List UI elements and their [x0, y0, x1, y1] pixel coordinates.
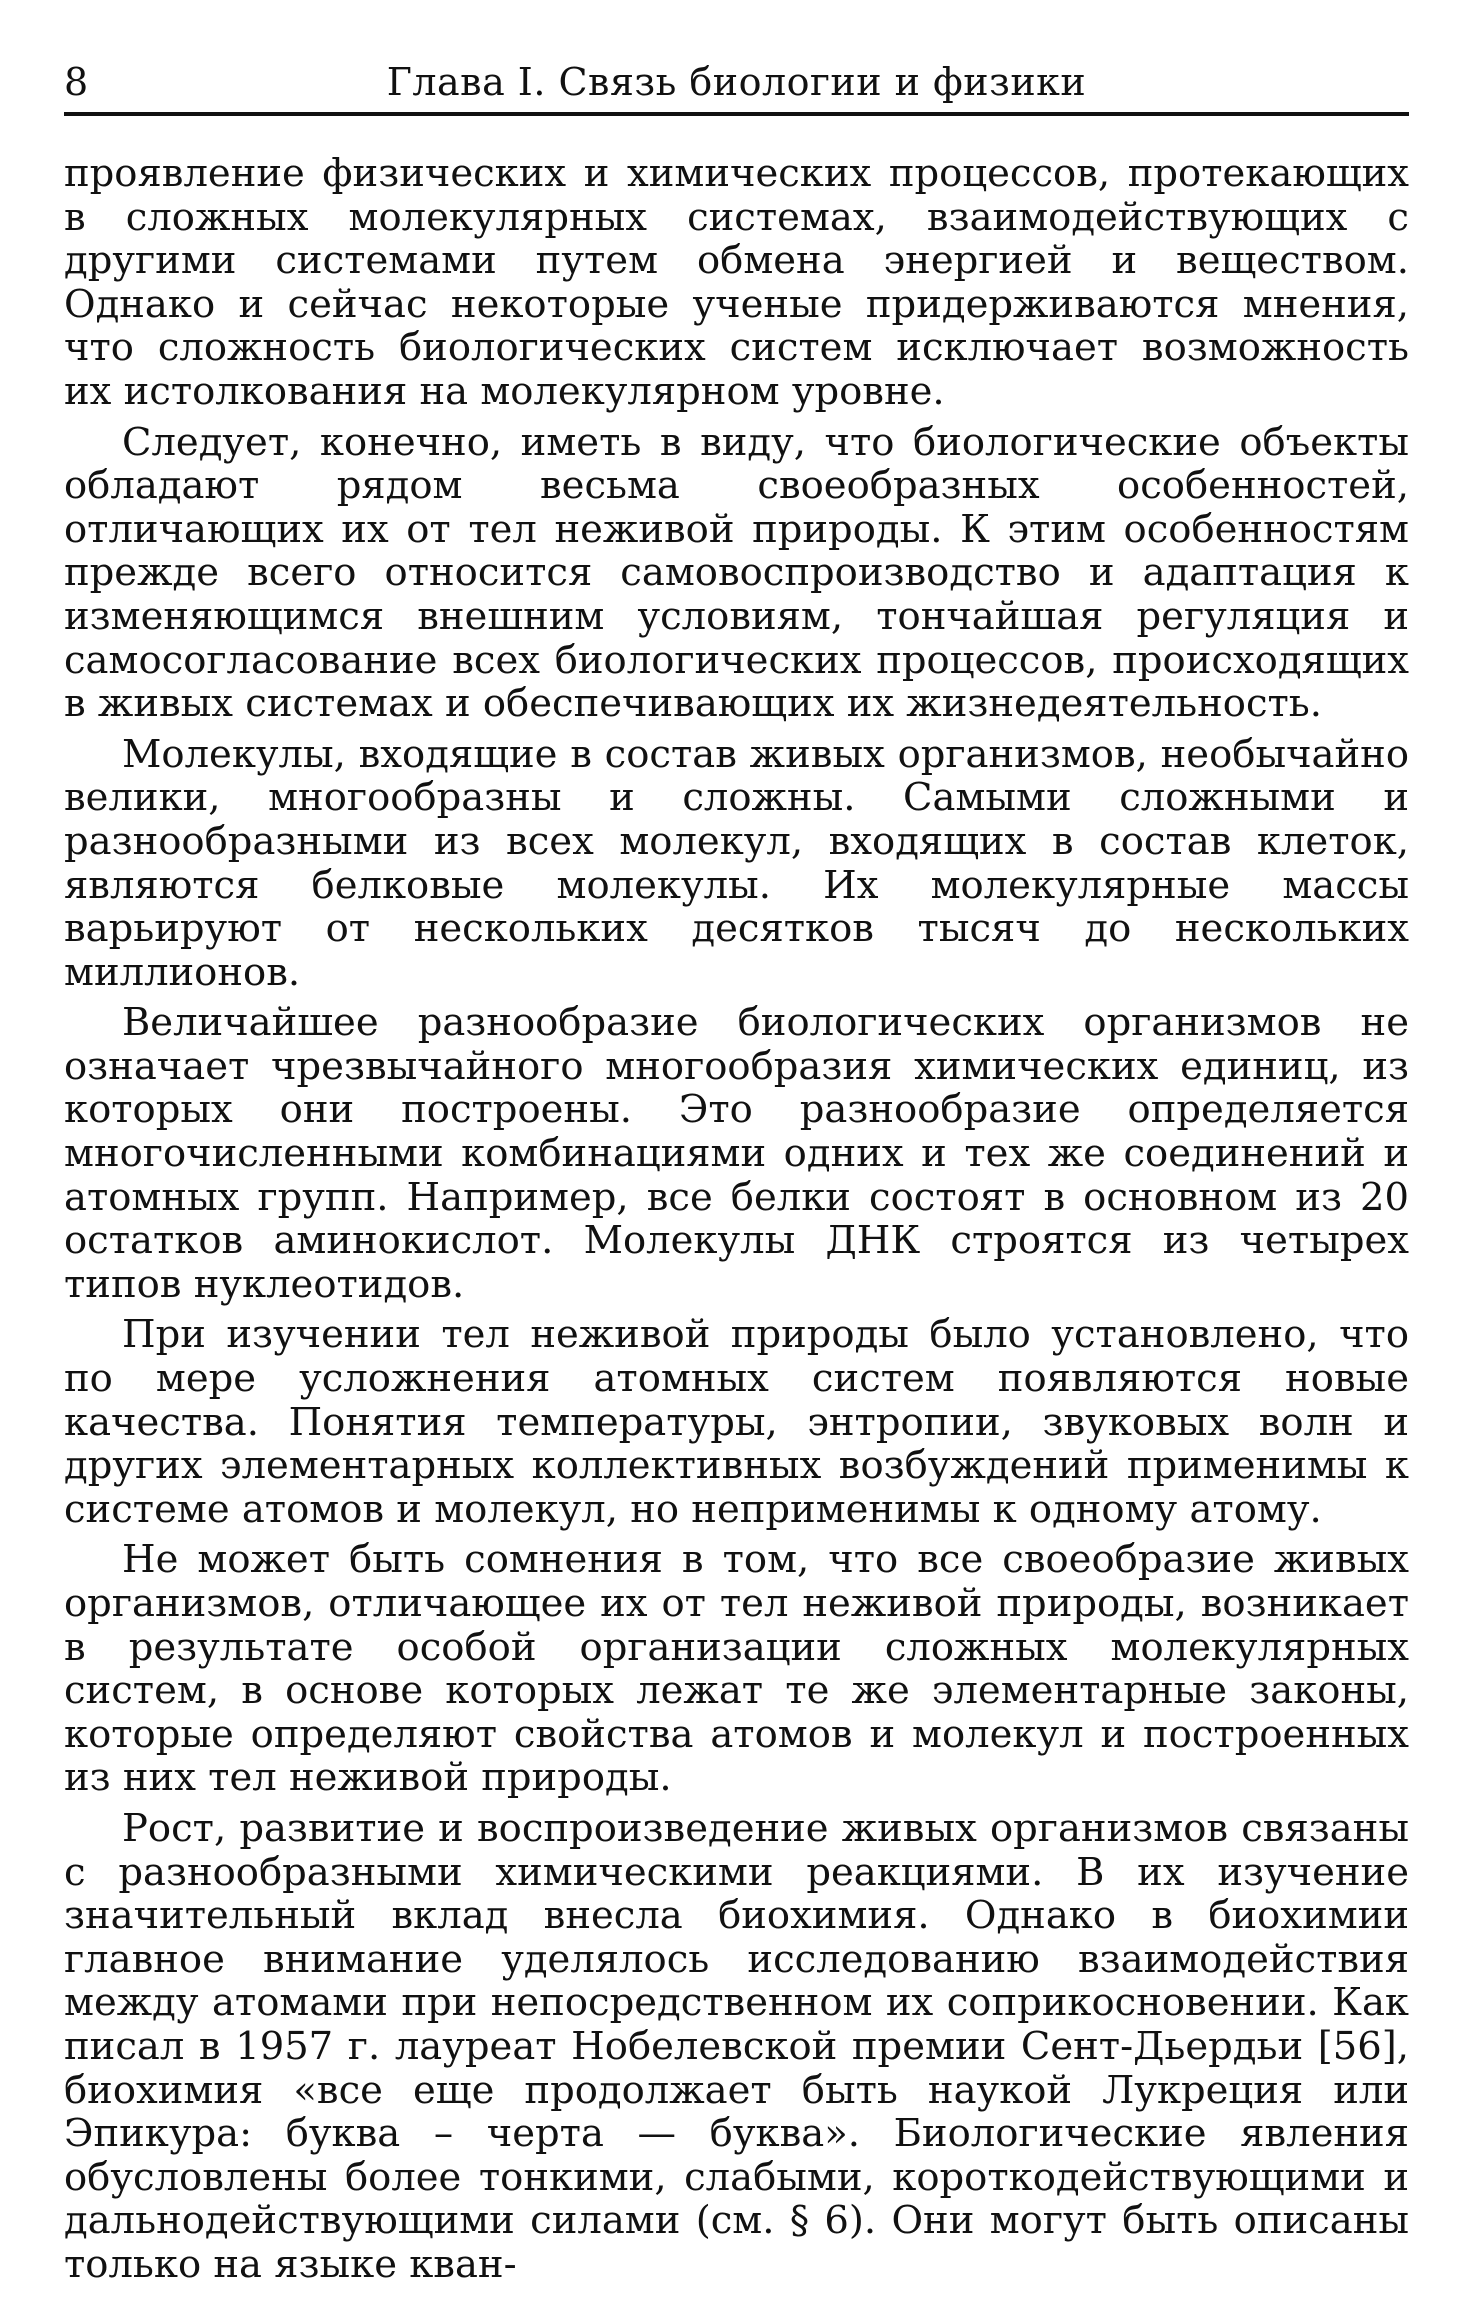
- book-page: [64, 40, 1409, 2294]
- paragraph-3: Молекулы, входящие в состав живых организмов, необычайно велики, многообразны и сложны. Самыми сложными и разнообразными из всех молекул, входящих в состав клеток, являются белковые молекулы. Их молекулярные массы варьируют от нескольких десятков тысяч до нескольких миллионов.: [64, 731, 1409, 995]
- paragraph-7: Рост, развитие и воспроизведение живых организмов связаны с разнообразными химическими реакциями. В их изучение значительный вклад внесла биохимия. Однако в биохимии главное внимание уделялось исследованию взаимодействия между атомами при непосредственном их соприкосновении. Как писал в 1957 г. лауреат Нобелевской премии Сент-Дьердьи [56], биохимия «все еще продолжает быть наукой Лукреция или Эпикура: буква – черта — буква». Биологические явления обусловлены более тонкими, слабыми, короткодействующими и дальнодействующими силами (см. § 6). Они могут быть описаны только на языке кван-: [64, 1805, 1409, 2287]
- running-title: Глава I. Связь биологии и физики: [386, 60, 1087, 104]
- paragraph-2: Следует, конечно, иметь в виду, что биологические объекты обладают рядом весьма своеобразных особенностей, отличающих их от тел неживой природы. К этим особенностям прежде всего относится самовоспроизводство и адаптация к изменяющимся внешним условиям, тончайшая регуляция и самосогласование всех биологических процессов, происходящих в живых системах и обеспечивающих их жизнедеятельность.: [64, 419, 1409, 727]
- body-text: [64, 152, 1409, 2287]
- page-number: 8: [64, 60, 89, 104]
- paragraph-5: При изучении тел неживой природы было установлено, что по мере усложнения атомных систем появляются новые качества. Понятия температуры, энтропии, звуковых волн и других элементарных коллективных возбуждений применимы к системе атомов и молекул, но неприменимы к одному атому.: [64, 1312, 1409, 1532]
- paragraph-6: Не может быть сомнения в том, что все своеобразие живых организмов, отличающее их от тел неживой природы, возникает в результате особой организации сложных молекулярных систем, в основе которых лежат те же элементарные законы, которые определяют свойства атомов и молекул и построенных из них тел неживой природы.: [64, 1537, 1409, 1801]
- paragraph-4: Величайшее разнообразие биологических организмов не означает чрезвычайного многообразия химических единиц, из которых они построены. Это разнообразие определяется многочисленными комбинациями одних и тех же соединений и атомных групп. Например, все белки состоят в основном из 20 остатков аминокислот. Молекулы ДНК строятся из четырех типов нуклеотидов.: [64, 1000, 1409, 1307]
- page-header: [64, 40, 1409, 116]
- paragraph-1: проявление физических и химических процессов, протекающих в сложных молекулярных системах, взаимодействующих с другими системами путем обмена энергией и веществом. Однако и сейчас некоторые ученые придерживаются мнения, что сложность биологических систем исключает возможность их истолкования на молекулярном уровне.: [64, 151, 1409, 414]
